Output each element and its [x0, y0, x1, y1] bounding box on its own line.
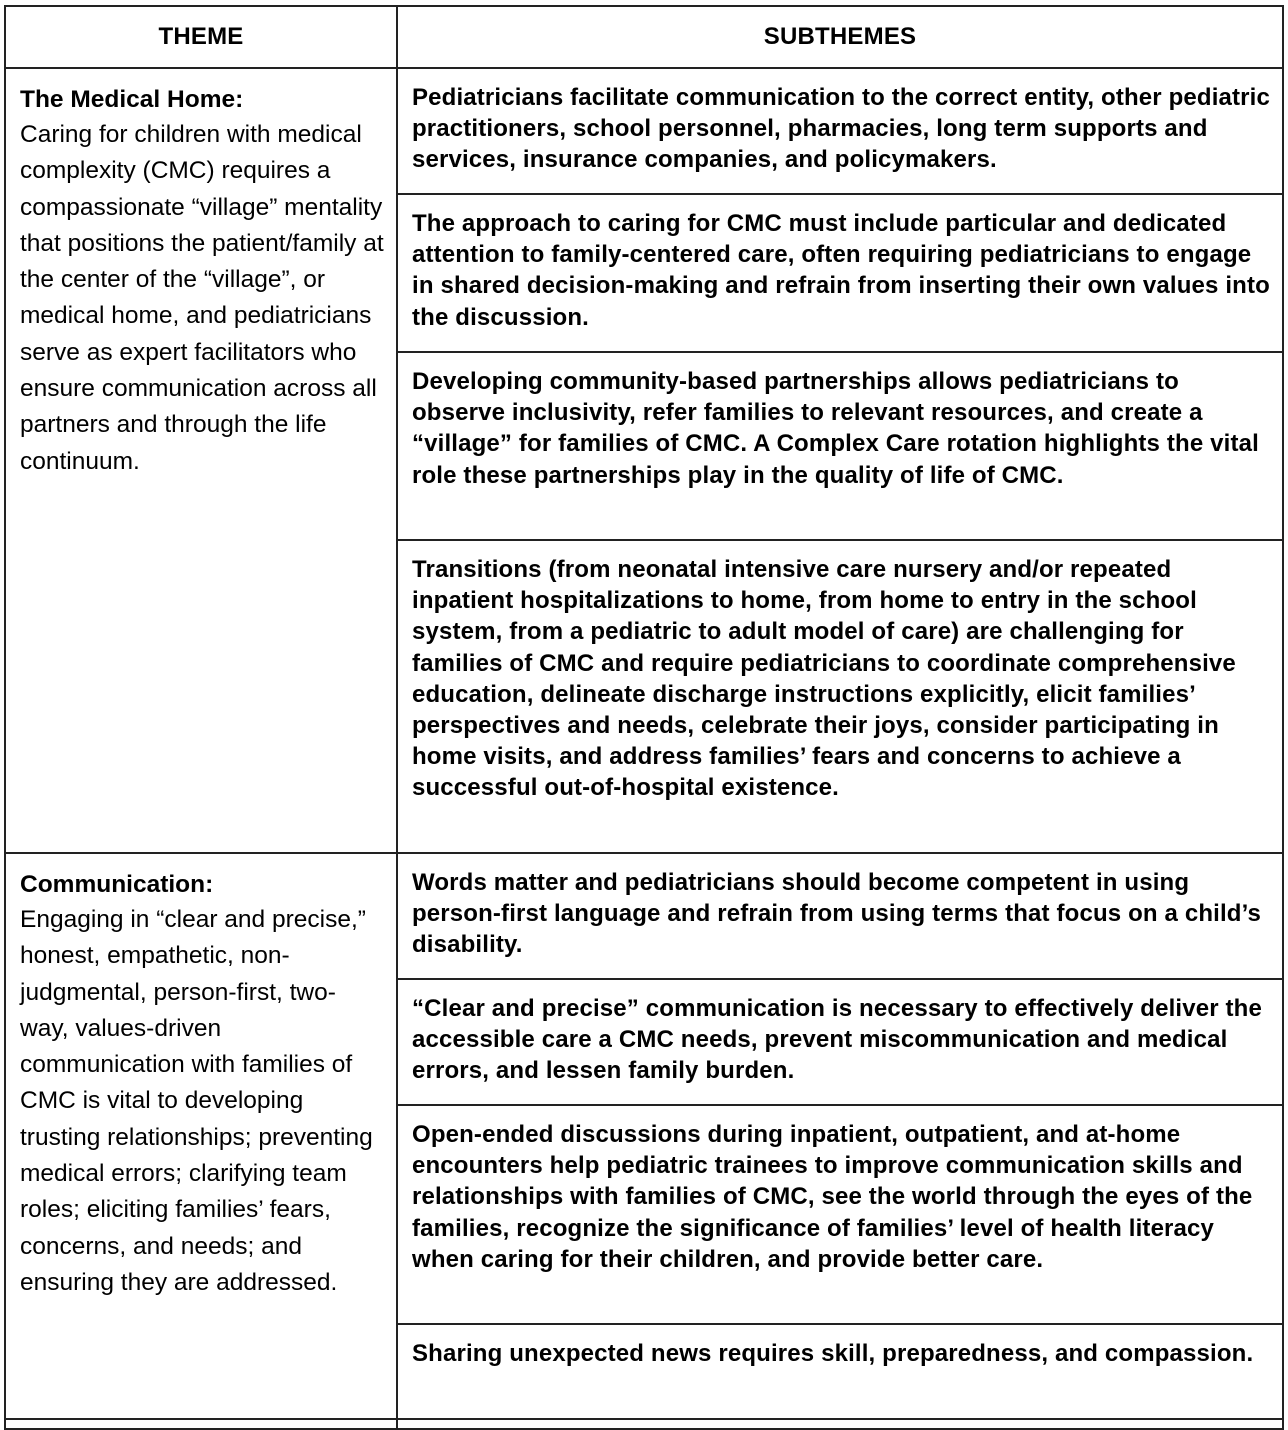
theme-cell-medical-home	[5, 68, 397, 853]
header-theme: THEME	[5, 6, 397, 68]
table-row	[5, 853, 1283, 979]
subtheme-cell: “Clear and precise” communication is necessary to effectively deliver the accessible care a CMC needs, prevent miscommunication and medical errors, and lessen family burden.	[397, 979, 1283, 1105]
theme-description: Caring for children with medical complexity (CMC) requires a compassionate “village” mentality that positions the patient/family at the center of the “village”, or medical home, and pediatricians serve as expert facilitators who ensure communication across all partners and through the life continuum.	[20, 121, 384, 475]
theme-title: The Medical Home:	[20, 86, 244, 113]
themes-table-container	[4, 5, 1282, 1430]
subtheme-cell: Transitions (from neonatal intensive care nursery and/or repeated inpatient hospitalizations to home, from home to entry in the school system, from a pediatric to adult model of care) are challenging for families of CMC and require pediatricians to coordinate comprehensive education, delineate discharge instructions explicitly, elicit families’ perspectives and needs, celebrate their joys, consider participating in home visits, and address families’ fears and concerns to achieve a successful out-of-hospital existence.	[397, 540, 1283, 853]
theme-title: Communication:	[20, 871, 214, 898]
header-subthemes: SUBTHEMES	[397, 6, 1283, 68]
table-row-cutoff	[5, 1419, 1283, 1429]
subtheme-cell: Pediatricians facilitate communication to the correct entity, other pediatric practitioners, school personnel, pharmacies, long term supports and services, insurance companies, and policymakers.	[397, 68, 1283, 194]
table-row	[5, 68, 1283, 194]
header-row	[5, 6, 1283, 68]
themes-table	[4, 5, 1284, 1430]
theme-description: Engaging in “clear and precise,” honest, empathetic, non-judgmental, person-first, two-way, values-driven communication with families of CMC is vital to developing trusting relationships; preventing medical errors; clarifying team roles; eliciting families’ fears, concerns, and needs; and ensuring they are addressed.	[20, 906, 373, 1296]
theme-cell-communication	[5, 853, 397, 1419]
subtheme-cell: Open-ended discussions during inpatient, outpatient, and at-home encounters help pediatric trainees to improve communication skills and relationships with families of CMC, see the world through the eyes of the families, recognize the significance of families’ level of health literacy when caring for their children, and provide better care.	[397, 1105, 1283, 1324]
subtheme-cell: Words matter and pediatricians should become competent in using person-first language and refrain from using terms that focus on a child’s disability.	[397, 853, 1283, 979]
cutoff-cell	[5, 1419, 397, 1429]
subtheme-cell: Developing community-based partnerships allows pediatricians to observe inclusivity, refer families to relevant resources, and create a “village” for families of CMC. A Complex Care rotation highlights the vital role these partnerships play in the quality of life of CMC.	[397, 352, 1283, 540]
subtheme-cell: The approach to caring for CMC must include particular and dedicated attention to family-centered care, often requiring pediatricians to engage in shared decision-making and refrain from inserting their own values into the discussion.	[397, 194, 1283, 352]
subtheme-cell: Sharing unexpected news requires skill, preparedness, and compassion.	[397, 1324, 1283, 1419]
cutoff-cell	[397, 1419, 1283, 1429]
